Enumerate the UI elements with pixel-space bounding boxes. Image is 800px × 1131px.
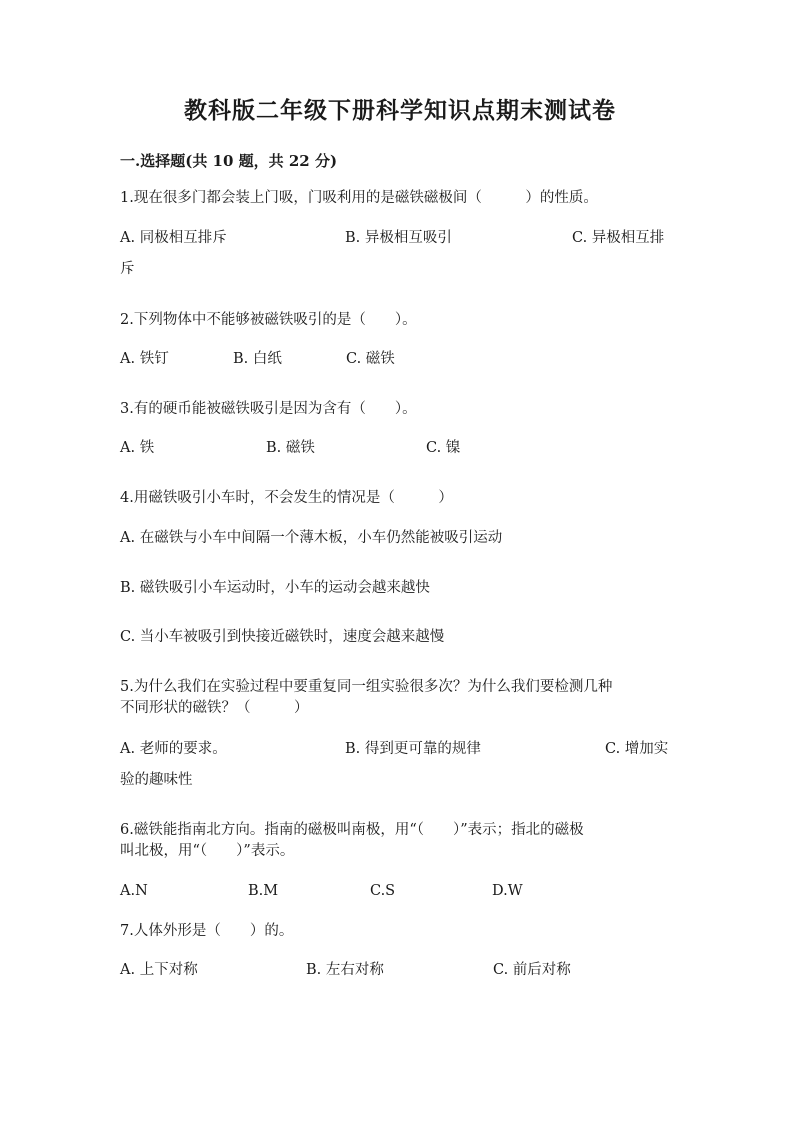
question-4-stem: 4.用磁铁吸引小车时，不会发生的情况是（ ） (120, 490, 453, 506)
question-7-option-b: B. 左右对称 (306, 962, 384, 978)
question-2-stem: 2.下列物体中不能够被磁铁吸引的是（ ）。 (120, 312, 417, 328)
question-1-option-c-wrap: 斥 (120, 261, 135, 277)
question-5-option-c-wrap: 验的趣味性 (120, 772, 193, 788)
question-6-stem-line-2: 叫北极，用“（ ）”表示。 (120, 843, 295, 859)
question-6-option-b: B.M (248, 883, 279, 899)
question-4-option-a: A. 在磁铁与小车中间隔一个薄木板，小车仍然能被吸引运动 (120, 530, 503, 546)
question-5-stem-line-2: 不同形状的磁铁？（ ） (120, 700, 309, 716)
question-1-stem: 1.现在很多门都会装上门吸，门吸利用的是磁铁磁极间（ ）的性质。 (120, 190, 598, 206)
question-6-stem-line-1: 6.磁铁能指南北方向。指南的磁极叫南极，用“（ ）”表示；指北的磁极 (120, 822, 584, 838)
question-7-stem: 7.人体外形是（ ）的。 (120, 923, 294, 939)
question-2-option-c: C. 磁铁 (346, 351, 395, 367)
question-1-option-c: C. 异极相互排 (572, 230, 665, 246)
question-2-option-b: B. 白纸 (233, 351, 282, 367)
question-5-option-b: B. 得到更可靠的规律 (345, 741, 481, 757)
question-4-option-c: C. 当小车被吸引到快接近磁铁时，速度会越来越慢 (120, 629, 445, 645)
question-4-option-b: B. 磁铁吸引小车运动时，小车的运动会越来越快 (120, 580, 430, 596)
question-3-option-a: A. 铁 (120, 440, 155, 456)
section-heading: 一.选择题(共 10 题，共 22 分) (120, 152, 338, 170)
question-5-stem-line-1: 5.为什么我们在实验过程中要重复同一组实验很多次？为什么我们要检测几种 (120, 679, 613, 695)
question-7-option-a: A. 上下对称 (120, 962, 198, 978)
question-7-option-c: C. 前后对称 (493, 962, 571, 978)
exam-title: 教科版二年级下册科学知识点期末测试卷 (184, 97, 616, 124)
question-2-option-a: A. 铁钉 (120, 351, 169, 367)
question-1-option-a: A. 同极相互排斥 (120, 230, 227, 246)
question-6-option-c: C.S (370, 883, 396, 899)
question-6-option-d: D.W (492, 883, 523, 899)
question-3-stem: 3.有的硬币能被磁铁吸引是因为含有（ ）。 (120, 401, 417, 417)
question-3-option-c: C. 镍 (426, 440, 461, 456)
question-5-option-c: C. 增加实 (605, 741, 669, 757)
question-5-option-a: A. 老师的要求。 (120, 741, 227, 757)
question-6-option-a: A.N (120, 883, 148, 899)
question-1-option-b: B. 异极相互吸引 (345, 230, 452, 246)
question-3-option-b: B. 磁铁 (266, 440, 315, 456)
